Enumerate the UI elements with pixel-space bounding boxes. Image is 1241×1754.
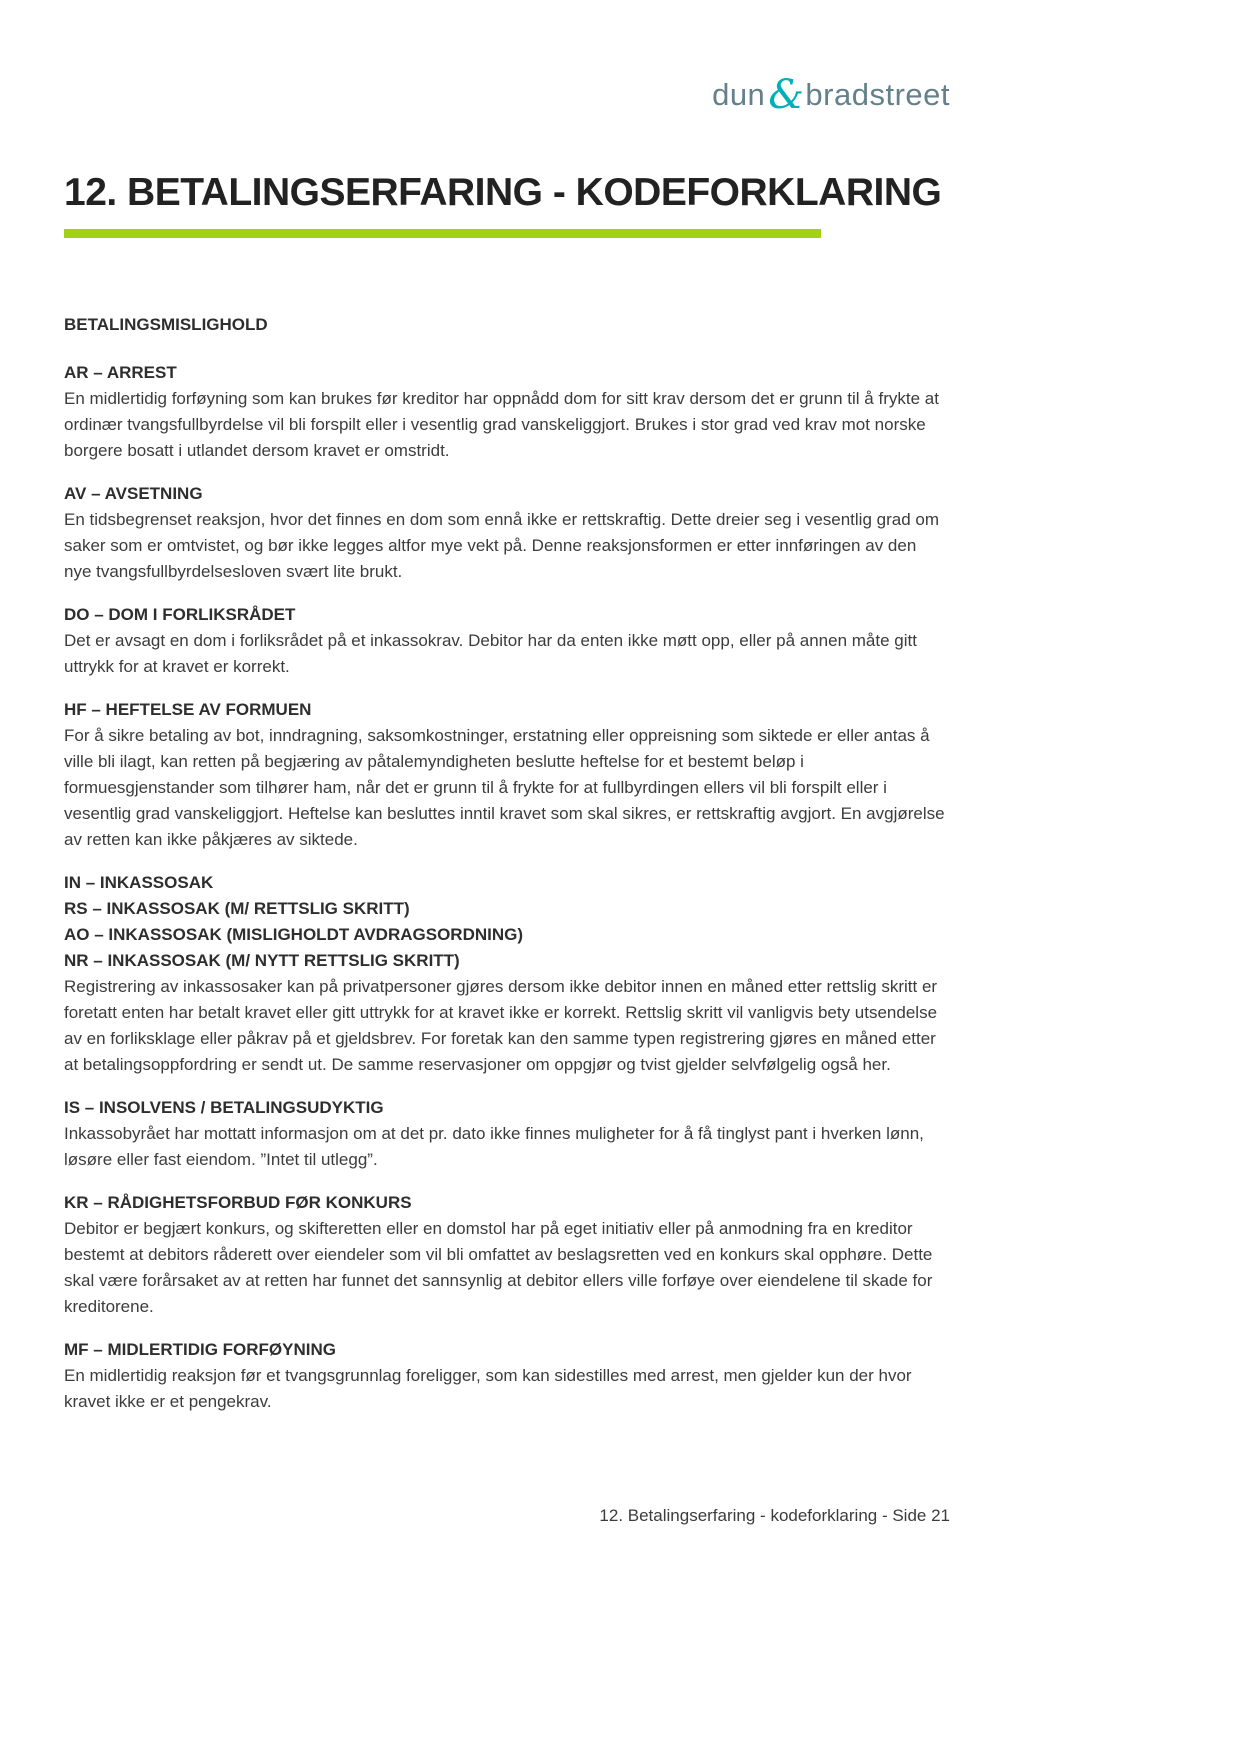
entry-headings xyxy=(64,1095,948,1121)
entry-headings xyxy=(64,870,948,974)
logo-word-dun: dun xyxy=(712,77,766,112)
dun-bradstreet-logo xyxy=(712,72,950,118)
ampersand-icon: & xyxy=(768,72,805,118)
page-footer: 12. Betalingserfaring - kodeforklaring - Side 21 xyxy=(599,1506,950,1525)
entry-body: Inkassobyrået har mottatt informasjon om at det pr. dato ikke finnes muligheter for å få tinglyst pant i hverken lønn, løsøre eller fast eiendom. ”Intet til utlegg”. xyxy=(64,1124,924,1169)
entry-body: Debitor er begjært konkurs, og skifteretten eller en domstol har på eget initiativ eller på anmodning fra en kreditor bestemt at debitors råderett over eiendeler som vil bli omfattet av beslagsretten ved en konkurs skal opphøre. Dette skal være forårsaket av at retten har funnet det sannsynlig at debitor ellers ville forføye over eiendelene til skade for kreditorene. xyxy=(64,1219,933,1316)
code-entry xyxy=(64,602,948,680)
entry-heading: AO – INKASSOSAK (MISLIGHOLDT AVDRAGSORDNING) xyxy=(64,925,524,944)
entry-heading: KR – RÅDIGHETSFORBUD FØR KONKURS xyxy=(64,1193,412,1212)
entry-heading: MF – MIDLERTIDIG FORFØYNING xyxy=(64,1340,336,1359)
code-entry xyxy=(64,870,948,1078)
entry-body: En tidsbegrenset reaksjon, hvor det finnes en dom som ennå ikke er rettskraftig. Dette dreier seg i vesentlig grad om saker som er omtvistet, og bør ikke legges altfor mye vekt på. Denne reaksjonsformen er etter innføringen av den nye tvangsfullbyrdelsesloven svært lite brukt. xyxy=(64,510,940,581)
entry-headings xyxy=(64,360,948,386)
entry-heading: AR – ARREST xyxy=(64,363,177,382)
entry-heading: IN – INKASSOSAK xyxy=(64,873,214,892)
entry-body: For å sikre betaling av bot, inndragning, saksomkostninger, erstatning eller oppreisning som siktede er eller antas å ville bli ilagt, kan retten på begjæring av påtalemyndigheten beslutte heftelse for et bestemt beløp i formuesgjenstander som tilhører ham, når det er grunn til å frykte for at fullbyrdingen ellers vil bli forspilt eller i vesentlig grad vanskeliggjort. Heftelse kan besluttes inntil kravet som skal sikres, er rettskraftig avgjort. En avgjørelse av retten kan ikke påkjæres av siktede. xyxy=(64,726,945,849)
code-entry xyxy=(64,481,948,585)
entry-headings xyxy=(64,1190,948,1216)
entry-headings xyxy=(64,1337,948,1363)
code-entry xyxy=(64,1095,948,1173)
entry-heading: IS – INSOLVENS / BETALINGSUDYKTIG xyxy=(64,1098,384,1117)
code-entry xyxy=(64,697,948,853)
logo-word-bradstreet: bradstreet xyxy=(805,77,950,112)
document-body xyxy=(64,312,948,1432)
entry-body: En midlertidig forføyning som kan brukes før kreditor har oppnådd dom for sitt krav dersom det er grunn til å frykte at ordinær tvangsfullbyrdelse vil bli forspilt eller i vesentlig grad vanskeliggjort. Brukes i stor grad ved krav mot norske borgere bosatt i utlandet dersom kravet er omstridt. xyxy=(64,389,939,460)
code-entry xyxy=(64,1190,948,1320)
entry-headings xyxy=(64,481,948,507)
entry-heading: AV – AVSETNING xyxy=(64,484,203,503)
entry-heading: HF – HEFTELSE AV FORMUEN xyxy=(64,700,312,719)
section-heading: BETALINGSMISLIGHOLD xyxy=(64,315,268,334)
title-accent-rule xyxy=(64,229,821,238)
entry-heading: RS – INKASSOSAK (M/ RETTSLIG SKRITT) xyxy=(64,899,410,918)
entry-headings xyxy=(64,602,948,628)
entry-heading: DO – DOM I FORLIKSRÅDET xyxy=(64,605,296,624)
entry-body: Registrering av inkassosaker kan på privatpersoner gjøres dersom ikke debitor innen en måned etter rettslig skritt er foretatt enten har betalt kravet eller gitt uttrykk for at kravet ikke er korrekt. Rettslig skritt vil vanligvis bety utsendelse av en forliksklage eller påkrav på et gjeldsbrev. For foretak kan den samme typen registrering gjøres en måned etter at betalingsoppfordring er sendt ut. De samme reservasjoner om oppgjør og tvist gjelder selvfølgelig også her. xyxy=(64,977,938,1074)
page-title: 12. BETALINGSERFARING - KODEFORKLARING xyxy=(64,171,942,214)
entry-heading: NR – INKASSOSAK (M/ NYTT RETTSLIG SKRITT) xyxy=(64,951,460,970)
entry-body: Det er avsagt en dom i forliksrådet på et inkassokrav. Debitor har da enten ikke møtt opp, eller på annen måte gitt uttrykk for at kravet er korrekt. xyxy=(64,631,917,676)
entries xyxy=(64,360,948,1415)
code-entry xyxy=(64,360,948,464)
entry-body: En midlertidig reaksjon før et tvangsgrunnlag foreligger, som kan sidestilles med arrest, men gjelder kun der hvor kravet ikke er et pengekrav. xyxy=(64,1366,912,1411)
code-entry xyxy=(64,1337,948,1415)
entry-headings xyxy=(64,697,948,723)
